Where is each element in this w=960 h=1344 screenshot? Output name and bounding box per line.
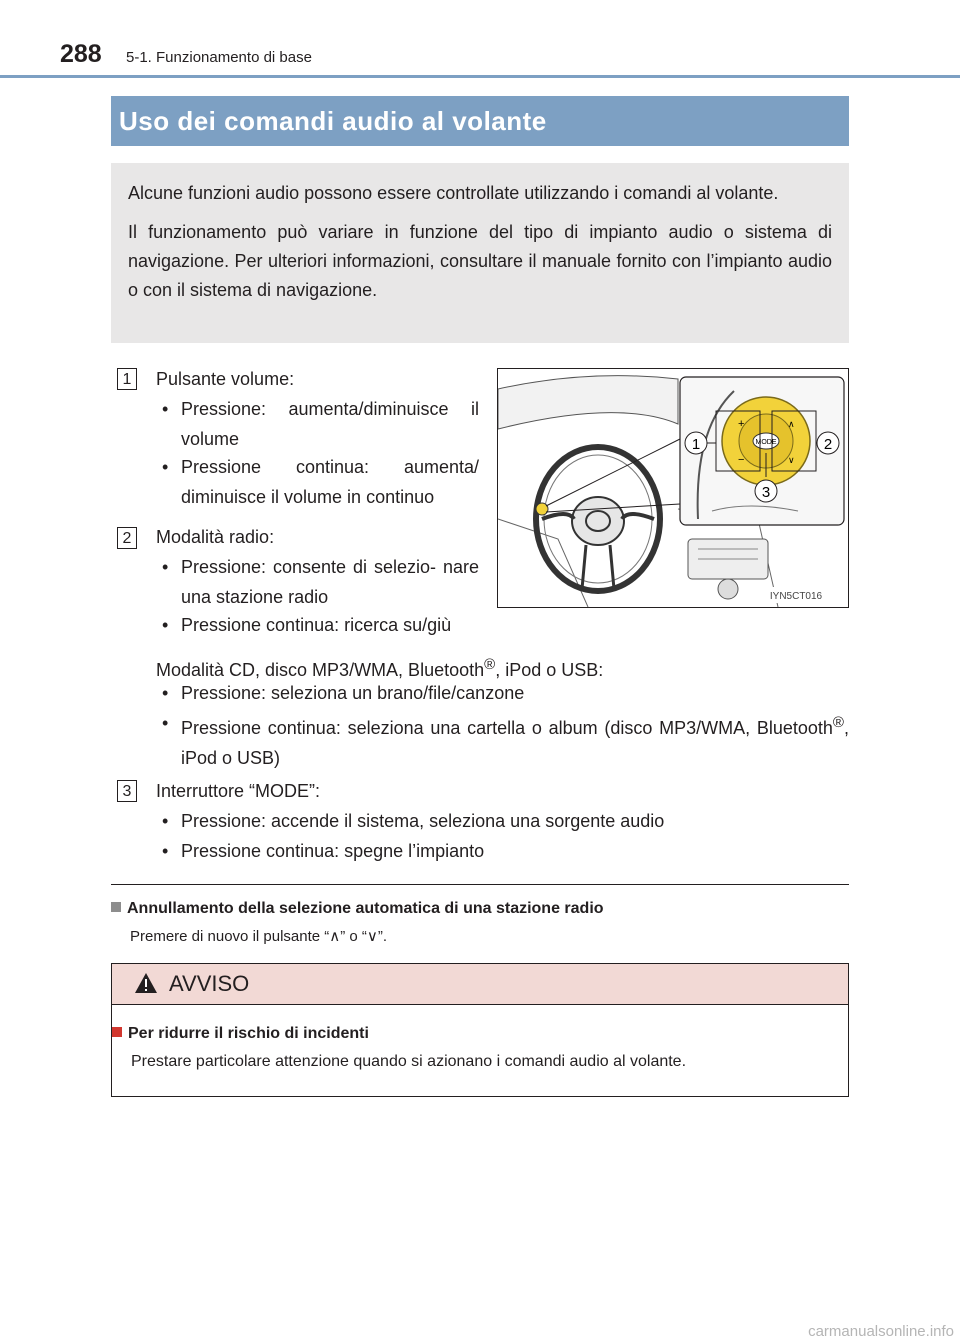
section-divider xyxy=(111,884,849,885)
bullet-text: Pressione: accende il sistema, seleziona una sorgente audio xyxy=(181,811,665,831)
page-number: 288 xyxy=(60,40,102,68)
bullet-text: Pressione continua: spegne l’impianto xyxy=(181,841,485,861)
item-1-bullet-1 xyxy=(162,394,479,454)
bullet-glyph: • xyxy=(162,457,169,477)
intro-paragraph-2: Il funzionamento può variare in funzione del tipo di impianto audio o sistema di navigazione. Per ulteriori informazioni, consultare il manuale fornito con l’impianto audio o con il sistema di navigazione. xyxy=(128,222,832,300)
bullet-text: Pressione continua: seleziona una cartella o album (disco MP3/WMA, Bluetooth xyxy=(181,718,833,738)
header-rule xyxy=(0,75,960,78)
item-1-title: Pulsante volume: xyxy=(156,369,295,389)
item-3-bullet-1 xyxy=(162,806,849,836)
warning-heading: AVVISO xyxy=(169,971,250,996)
illustration-svg xyxy=(498,369,848,607)
bullet-glyph: • xyxy=(162,399,169,419)
item-number-2: 2 xyxy=(117,527,137,549)
watermark: carmanualsonline.info xyxy=(808,1323,954,1340)
svg-text:∧: ∧ xyxy=(788,419,795,429)
item-1-bullet-2 xyxy=(162,452,479,512)
bullet-text-end: , iPod o USB) xyxy=(181,718,849,768)
bullet-text: Pressione: consente di selezio- nare una stazione radio xyxy=(181,557,479,607)
section-title: 5-1. Funzionamento di base xyxy=(126,49,312,66)
figure-code: IYN5CT016 xyxy=(769,591,823,602)
warning-title-text: Per ridurre il rischio di incidenti xyxy=(128,1025,369,1042)
registered-mark: ® xyxy=(484,656,496,673)
bullet-glyph: • xyxy=(162,615,169,635)
callout-1: 1 xyxy=(691,436,701,453)
bullet-text: Pressione continua: ricerca su/giù xyxy=(181,615,452,635)
item-2-bullet-2 xyxy=(162,610,491,640)
item-3-title: Interruttore “MODE”: xyxy=(156,781,321,801)
warning-triangle-icon xyxy=(134,972,158,994)
bullet-text: Pressione: aumenta/diminuisce il volume xyxy=(181,399,479,449)
bullet-glyph: • xyxy=(162,713,169,733)
item-2-cd-bullet-2 xyxy=(162,708,849,773)
page-title-bar xyxy=(111,96,849,146)
note-title-text: Annullamento della selezione automatica di una stazione radio xyxy=(127,900,604,917)
note-title xyxy=(111,895,604,923)
item-2-title: Modalità radio: xyxy=(156,527,275,547)
item-number-1: 1 xyxy=(117,368,137,390)
intro-box xyxy=(111,163,849,343)
bullet-glyph: • xyxy=(162,683,169,703)
warning-box xyxy=(111,963,849,1097)
warning-text: Prestare particolare attenzione quando si azionano i comandi audio al volante. xyxy=(131,1053,687,1070)
callout-2: 2 xyxy=(823,436,833,453)
cd-title-text-end: , iPod o USB: xyxy=(495,660,604,680)
item-2-bullet-1 xyxy=(162,552,479,612)
svg-text:−: − xyxy=(738,454,745,466)
intro-paragraph-1: Alcune funzioni audio possono essere controllate utilizzando i comandi al volante. xyxy=(128,183,779,203)
item-number-3: 3 xyxy=(117,780,137,802)
page-title: Uso dei comandi audio al volante xyxy=(119,106,547,136)
registered-mark: ® xyxy=(832,714,844,731)
item-3-bullet-2 xyxy=(162,836,849,866)
svg-text:∨: ∨ xyxy=(788,455,795,465)
bullet-glyph: • xyxy=(162,557,169,577)
warning-title xyxy=(112,1020,369,1048)
callout-3: 3 xyxy=(761,484,771,501)
mode-label: MODE xyxy=(755,439,777,446)
cd-title-text: Modalità CD, disco MP3/WMA, Bluetooth xyxy=(156,660,485,680)
note-text: Premere di nuovo il pulsante “∧” o “∨”. xyxy=(130,928,388,945)
page-header xyxy=(0,0,960,80)
bullet-text: Pressione: seleziona un brano/file/canzone xyxy=(181,683,525,703)
svg-text:+: + xyxy=(738,418,745,430)
square-bullet-icon xyxy=(111,902,121,912)
bullet-glyph: • xyxy=(162,841,169,861)
bullet-glyph: • xyxy=(162,811,169,831)
bullet-text: Pressione continua: aumenta/ diminuisce il volume in continuo xyxy=(181,457,479,507)
item-2-cd-bullet-1 xyxy=(162,678,849,708)
steering-wheel-illustration xyxy=(497,368,849,608)
square-bullet-red-icon xyxy=(112,1027,122,1037)
warning-header xyxy=(112,964,848,1005)
